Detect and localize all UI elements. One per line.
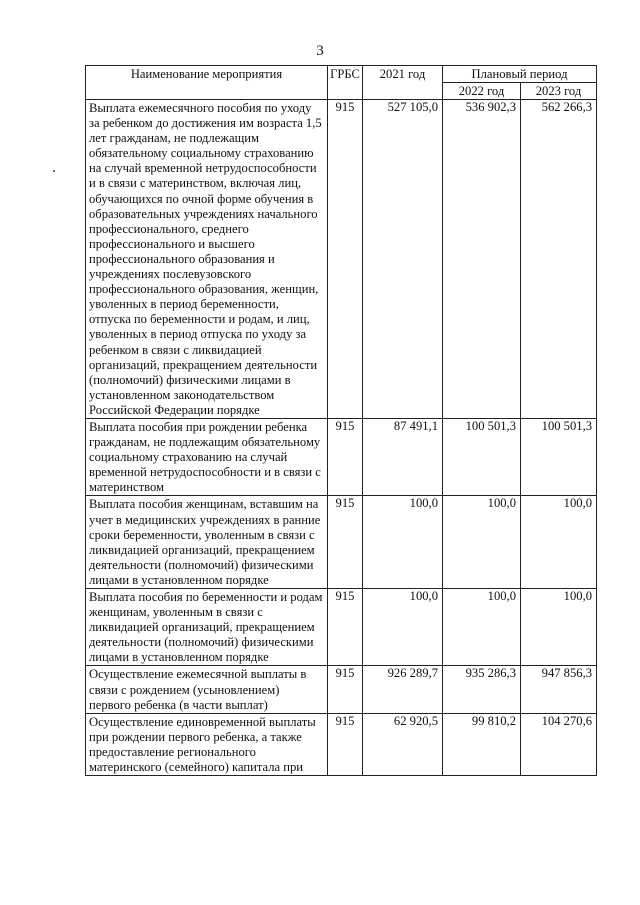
header-plan-period: Плановый период (443, 66, 597, 83)
stray-dot (53, 170, 55, 172)
row-value-2022: 100 501,3 (443, 418, 521, 495)
header-grbs: ГРБС (328, 66, 363, 100)
header-year-2021: 2021 год (363, 66, 443, 100)
header-year-2023: 2023 год (521, 83, 597, 100)
row-grbs-cell: 915 (328, 418, 363, 495)
row-name-cell: Выплата пособия при рождении ребенка гражданам, не подлежащим обязательному социальному страхованию на случай временной нетрудоспособности и в связи с материнством (86, 418, 328, 495)
row-value-2021: 100,0 (363, 496, 443, 589)
row-value-2021: 87 491,1 (363, 418, 443, 495)
row-value-2023: 104 270,6 (521, 713, 597, 775)
budget-table (85, 65, 597, 776)
table-header (86, 66, 597, 100)
row-name-cell: Осуществление единовременной выплаты при рождении первого ребенка, а также предоставление регионального материнского (семейного) капитала при (86, 713, 328, 775)
table-row (86, 100, 597, 419)
row-value-2022: 100,0 (443, 496, 521, 589)
row-name-cell: Выплата пособия по беременности и родам женщинам, уволенным в связи с ликвидацией организаций, прекращением деятельности (полномочий) физическими лицами в установленном порядке (86, 589, 328, 666)
row-value-2022: 536 902,3 (443, 100, 521, 419)
row-value-2021: 926 289,7 (363, 666, 443, 713)
table-row (86, 589, 597, 666)
row-value-2021: 100,0 (363, 589, 443, 666)
table-row (86, 666, 597, 713)
row-name-cell: Осуществление ежемесячной выплаты в связи с рождением (усыновлением) первого ребенка (в части выплат) (86, 666, 328, 713)
row-grbs-cell: 915 (328, 100, 363, 419)
row-value-2022: 935 286,3 (443, 666, 521, 713)
row-value-2021: 527 105,0 (363, 100, 443, 419)
row-grbs-cell: 915 (328, 589, 363, 666)
row-value-2022: 100,0 (443, 589, 521, 666)
table-row (86, 418, 597, 495)
header-name: Наименование мероприятия (86, 66, 328, 100)
row-value-2023: 947 856,3 (521, 666, 597, 713)
row-grbs-cell: 915 (328, 496, 363, 589)
row-value-2023: 100,0 (521, 589, 597, 666)
table-row (86, 713, 597, 775)
row-grbs-cell: 915 (328, 666, 363, 713)
row-value-2022: 99 810,2 (443, 713, 521, 775)
row-value-2023: 100,0 (521, 496, 597, 589)
row-name-cell: Выплата пособия женщинам, вставшим на учет в медицинских учреждениях в ранние сроки беременности, уволенным в связи с ликвидацией организаций, прекращением деятельности (полномочий) физическими лицами в установленном порядке (86, 496, 328, 589)
row-grbs-cell: 915 (328, 713, 363, 775)
header-year-2022: 2022 год (443, 83, 521, 100)
row-value-2023: 562 266,3 (521, 100, 597, 419)
row-name-cell: Выплата ежемесячного пособия по уходу за ребенком до достижения им возраста 1,5 лет гражданам, не подлежащим обязательному социальному страхованию на случай временной нетрудоспособности и в связи с материнством, включая лиц, обучающихся по очной форме обучения в образовательных учреждениях начального профессионального, среднего профессионального и высшего профессионального образования и учреждениях послевузовского профессионального образования, женщин, уволенных в период беременности, отпуска по беременности и родам, и лиц, уволенных в период отпуска по уходу за ребенком в связи с ликвидацией организаций, прекращением деятельности (полномочий) физическими лицами в установленном законодательством Российской Федерации порядке (86, 100, 328, 419)
table-row (86, 496, 597, 589)
row-value-2021: 62 920,5 (363, 713, 443, 775)
page-number: 3 (316, 43, 324, 59)
table-body (86, 100, 597, 776)
row-value-2023: 100 501,3 (521, 418, 597, 495)
